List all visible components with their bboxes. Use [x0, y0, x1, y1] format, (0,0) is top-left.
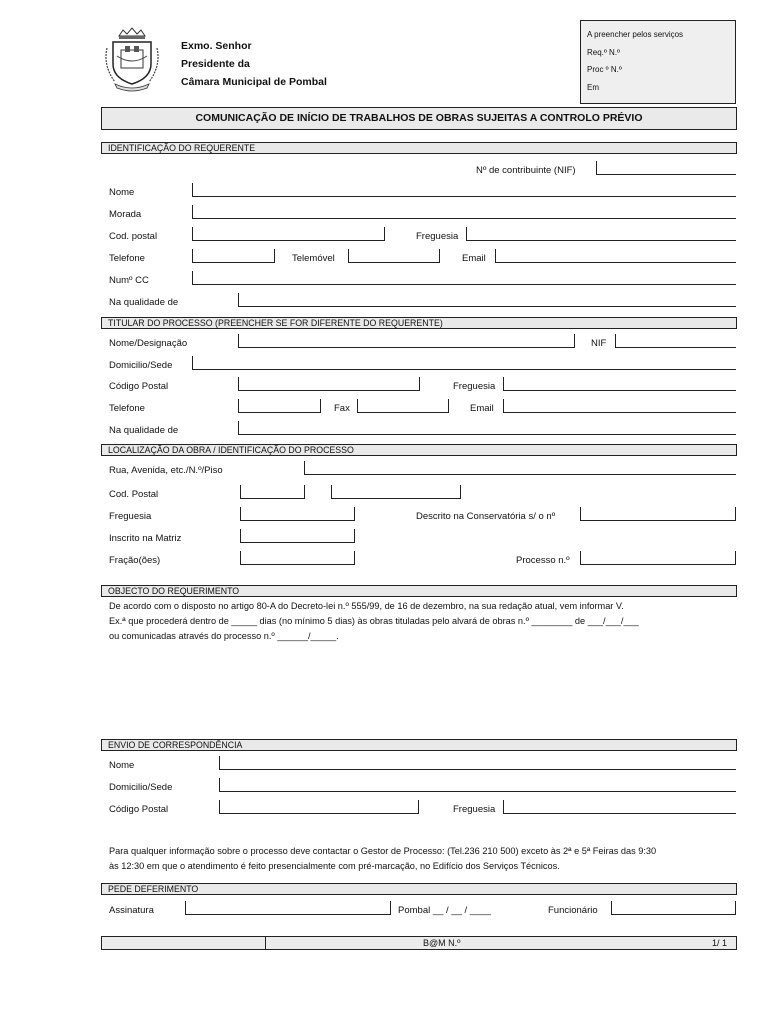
morada-field[interactable]: [192, 205, 736, 219]
titular-domicilio-label: Domicilio/Sede: [109, 360, 173, 371]
section-titular: [101, 317, 737, 329]
proc-number-label: Proc º N.º: [587, 65, 622, 74]
rua-field[interactable]: [304, 461, 736, 475]
titular-nif-label: NIF: [591, 338, 607, 349]
recipient-line-1: Exmo. Senhor: [181, 40, 252, 52]
assinatura-label: Assinatura: [109, 905, 154, 916]
num-cc-label: Numº CC: [109, 275, 149, 286]
descrito-label: Descrito na Conservatória s/ o nº: [416, 511, 556, 522]
funcionario-field[interactable]: [611, 901, 736, 915]
loc-freguesia-field[interactable]: [240, 507, 355, 521]
section-deferimento-label: PEDE DEFERIMENTO: [108, 884, 199, 894]
loc-freguesia-label: Freguesia: [109, 511, 152, 522]
envio-nome-field[interactable]: [219, 756, 736, 770]
section-localizacao-label: LOCALIZAÇÃO DA OBRA / IDENTIFICAÇÃO DO PROCESSO: [108, 445, 354, 455]
objecto-text-line-1: De acordo com o disposto no artigo 80-A do Decreto-lei n.º 555/99, de 16 de dezembro, na sua redação atual, vem informar V.: [109, 601, 624, 611]
footer-page-number: 1/ 1: [712, 938, 728, 948]
titular-email-label: Email: [470, 403, 494, 414]
info-text-line-1: Para qualquer informação sobre o processo deve contactar o Gestor de Processo: (Tel.236 210 500) exceto às 2ª e 5ª Feiras das 9:30: [109, 846, 657, 856]
telemovel-field[interactable]: [348, 249, 440, 263]
titular-email-field[interactable]: [503, 399, 736, 413]
telemovel-label: Telemóvel: [292, 253, 335, 264]
processo-label: Processo n.º: [516, 555, 570, 566]
nif-label: Nº de contribuinte (NIF): [476, 165, 576, 176]
section-deferimento: [101, 883, 737, 895]
titular-telefone-field[interactable]: [238, 399, 321, 413]
section-requerente-label: IDENTIFICAÇÃO DO REQUERENTE: [108, 143, 256, 153]
envio-freguesia-field[interactable]: [503, 800, 736, 814]
freguesia-label: Freguesia: [416, 231, 459, 242]
titular-codigo-postal-label: Código Postal: [109, 381, 169, 392]
qualidade-field[interactable]: [238, 293, 736, 307]
envio-domicilio-field[interactable]: [219, 778, 736, 792]
pombal-date: Pombal __ / __ / ____: [398, 905, 491, 916]
section-requerente: [101, 142, 737, 154]
loc-cod-postal-field-2[interactable]: [331, 485, 461, 499]
cod-postal-label: Cod. postal: [109, 231, 158, 242]
recipient-line-2: Presidente da: [181, 58, 250, 70]
num-cc-field[interactable]: [192, 271, 736, 285]
nome-field[interactable]: [192, 183, 736, 197]
email-label: Email: [462, 253, 486, 264]
loc-cod-postal-label: Cod. Postal: [109, 489, 159, 500]
nome-label: Nome: [109, 187, 135, 198]
rua-label: Rua, Avenida, etc./N.º/Piso: [109, 465, 223, 476]
titular-nome-field[interactable]: [238, 334, 575, 348]
municipal-coat-of-arms-logo: [101, 26, 163, 92]
footer-code: B@M N.º: [423, 938, 461, 948]
loc-cod-postal-field-1[interactable]: [240, 485, 305, 499]
fracao-field[interactable]: [240, 551, 355, 565]
fracao-label: Fração(ões): [109, 555, 161, 566]
section-localizacao: [101, 444, 737, 456]
titular-nif-field[interactable]: [615, 334, 736, 348]
inscrito-label: Inscrito na Matriz: [109, 533, 182, 544]
section-objecto-label: OBJECTO DO REQUERIMENTO: [108, 586, 240, 596]
footer-divider: [265, 936, 266, 950]
envio-freguesia-label: Freguesia: [453, 804, 496, 815]
processo-field[interactable]: [580, 551, 736, 565]
titular-telefone-label: Telefone: [109, 403, 145, 414]
titular-freguesia-label: Freguesia: [453, 381, 496, 392]
email-field[interactable]: [495, 249, 736, 263]
section-envio: [101, 739, 737, 751]
objecto-text-line-3: ou comunicadas através do processo n.º ______/_____.: [109, 631, 339, 641]
nif-field[interactable]: [596, 161, 736, 175]
morada-label: Morada: [109, 209, 142, 220]
assinatura-field[interactable]: [185, 901, 391, 915]
section-titular-label: TITULAR DO PROCESSO (PREENCHER SE FOR DIFERENTE DO REQUERENTE): [108, 318, 443, 328]
telefone-field[interactable]: [192, 249, 275, 263]
form-title: COMUNICAÇÃO DE INÍCIO DE TRABALHOS DE OBRAS SUJEITAS A CONTROLO PRÉVIO: [195, 112, 643, 124]
info-text-line-2: às 12:30 em que o atendimento é feito presencialmente com pré-marcação, no Edifício dos Serviços Técnicos.: [109, 861, 560, 871]
services-box-title: A preencher pelos serviços: [587, 30, 684, 39]
titular-domicilio-field[interactable]: [192, 356, 736, 370]
freguesia-field[interactable]: [466, 227, 736, 241]
titular-qualidade-field[interactable]: [238, 421, 736, 435]
envio-domicilio-label: Domicilio/Sede: [109, 782, 173, 793]
descrito-field[interactable]: [580, 507, 736, 521]
cod-postal-field[interactable]: [192, 227, 385, 241]
titular-codigo-postal-field[interactable]: [238, 377, 420, 391]
envio-codigo-postal-label: Código Postal: [109, 804, 169, 815]
qualidade-label: Na qualidade de: [109, 297, 179, 308]
titular-fax-label: Fax: [334, 403, 350, 414]
section-objecto: [101, 585, 737, 597]
recipient-line-3: Câmara Municipal de Pombal: [181, 76, 327, 88]
funcionario-label: Funcionário: [548, 905, 598, 916]
envio-codigo-postal-field[interactable]: [219, 800, 419, 814]
footer-bar: [101, 936, 737, 950]
req-number-label: Req.º N.º: [587, 48, 620, 57]
titular-qualidade-label: Na qualidade de: [109, 425, 179, 436]
envio-nome-label: Nome: [109, 760, 135, 771]
section-envio-label: ENVIO DE CORRESPONDÊNCIA: [108, 740, 243, 750]
titular-nome-label: Nome/Designação: [109, 338, 188, 349]
objecto-text-line-2: Ex.ª que procederá dentro de _____ dias (no mínimo 5 dias) às obras tituladas pelo alvará de obras n.º ________ de ___/___/___: [109, 616, 639, 626]
titular-fax-field[interactable]: [357, 399, 449, 413]
telefone-label: Telefone: [109, 253, 145, 264]
inscrito-field[interactable]: [240, 529, 355, 543]
em-label: Em: [587, 83, 599, 92]
titular-freguesia-field[interactable]: [503, 377, 736, 391]
